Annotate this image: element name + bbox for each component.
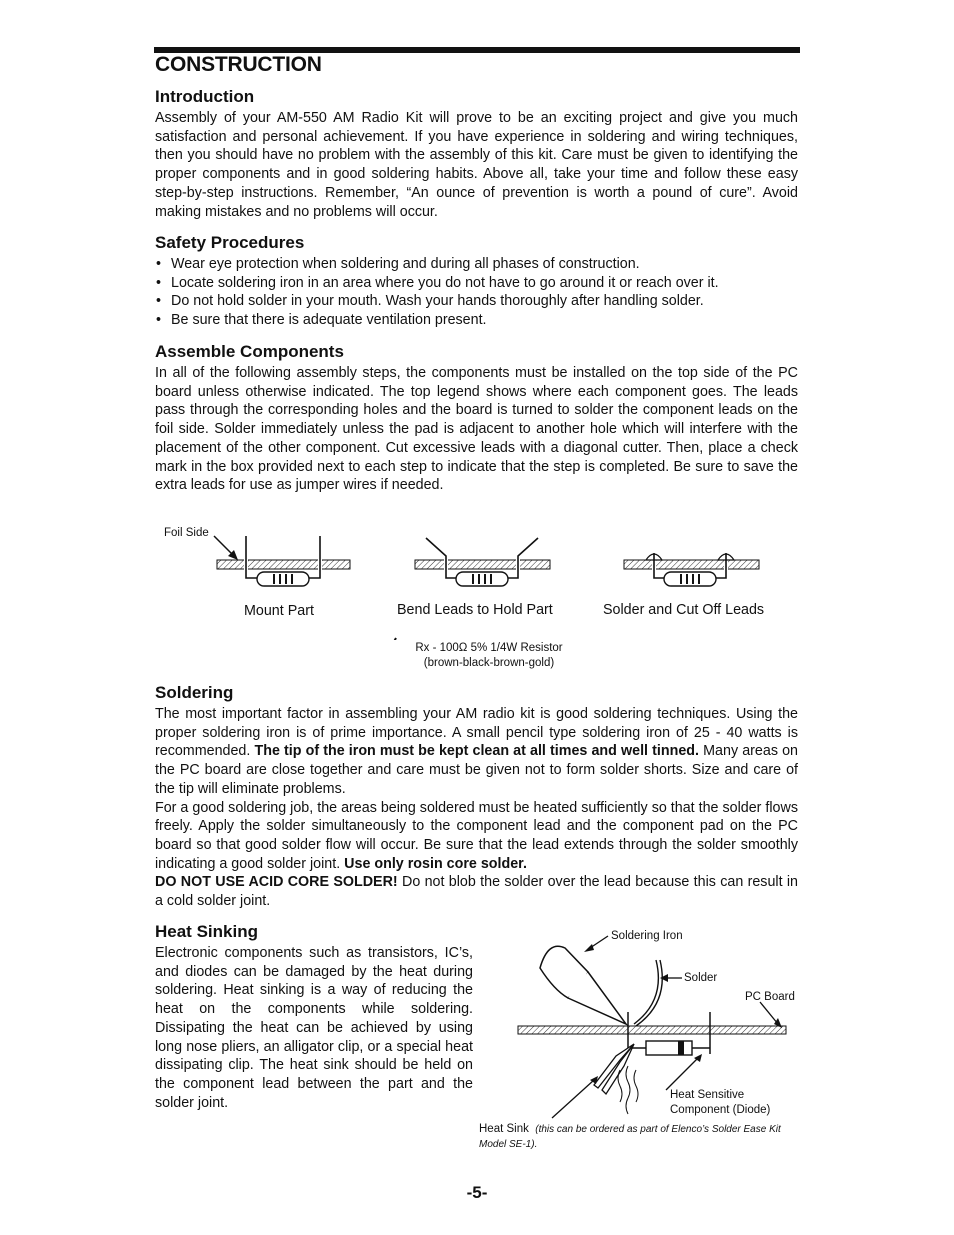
safety-item: • Wear eye protection when soldering and during all phases of construction. xyxy=(155,255,798,274)
label-component-line2: Component (Diode) xyxy=(670,1104,771,1116)
solder-cut-figure xyxy=(624,553,759,586)
soldering-p3 xyxy=(155,873,798,910)
caption-bend-leads: Bend Leads to Hold Part xyxy=(397,602,553,618)
page-title: CONSTRUCTION xyxy=(155,53,322,76)
label-solder: Solder xyxy=(684,972,718,984)
intro-heading: Introduction xyxy=(155,87,255,106)
resistor-colors: (brown-black-brown-gold) xyxy=(423,657,555,669)
soldering-section xyxy=(155,683,798,911)
safety-item: • Do not hold solder in your mouth. Wash your hands thoroughly after handling solder. xyxy=(155,292,798,311)
heat-sink-label xyxy=(479,1122,799,1152)
soldering-p1 xyxy=(155,705,798,799)
label-heat-sensitive-component xyxy=(670,1088,770,1118)
foil-side-label: Foil Side xyxy=(164,527,209,539)
soldering-p1-emphasis: The tip of the iron must be kept clean at all times and well tinned. xyxy=(254,743,700,760)
resistor-note xyxy=(402,641,576,671)
resistor-spec: Rx - 100Ω 5% 1/4W Resistor xyxy=(415,642,563,654)
bend-leads-figure xyxy=(415,538,550,586)
soldering-p2-emphasis: Use only rosin core solder. xyxy=(344,855,527,872)
soldering-iron-figure xyxy=(540,946,626,1024)
caption-mount-part: Mount Part xyxy=(244,603,314,619)
assemble-text: In all of the following assembly steps, the components must be installed on the top side of the PC board unless otherwise indicated. The top legend shows where each component goes. The leads pass through the corresponding holes and the board is turned to solder the component leads on the foil side. Solder immediately unless the pad is adjacent to another hole which will interfere with the placement of the other component. Cut excessive leads with a diagonal cutter. Then, place a check mark in the box provided next to each step to indicate that the step is completed. Be sure to save the extra leads for use as jumper wires if needed. xyxy=(155,365,798,494)
soldering-p1-text-2: Many areas on the PC board are close together and care must be given not to form solder shorts. Size and care of the tip will eliminate problems. xyxy=(155,743,798,797)
label-soldering-iron: Soldering Iron xyxy=(611,930,683,942)
safety-heading: Safety Procedures xyxy=(155,233,305,252)
heat-sinking-text: Electronic components such as transistors, IC’s, and diodes can be damaged by the heat during soldering. Heat sinking is a way of reducing the heat on the components while soldering. Dissipating the heat can be achieved by using long nose pliers, an alligator clip, or a special heat dissipating clip. The heat sink should be held on the component lead between the part and the solder joint. xyxy=(155,945,473,1111)
safety-item: • Be sure that there is adequate ventilation present. xyxy=(155,311,798,330)
caption-solder-cut: Solder and Cut Off Leads xyxy=(603,602,765,618)
label-pc-board: PC Board xyxy=(745,991,795,1003)
soldering-p2 xyxy=(155,799,798,874)
page-number: -5- xyxy=(466,1183,488,1202)
soldering-heading: Soldering xyxy=(155,683,234,702)
assemble-heading: Assemble Components xyxy=(155,342,344,361)
intro-text: Assembly of your AM-550 AM Radio Kit will prove to be an exciting project and give you much satisfaction and personal achievement. If you have experience in soldering and wiring techniques, then you should have no problem with the assembly of this kit. Care must be given to identifying the proper components and in good soldering habits. Above all, take your time and follow these easy step-by-step instructions. Remember, “An ounce of prevention is worth a pound of cure”. Avoid making mistakes and no problems will occur. xyxy=(155,110,798,220)
soldering-p3-text: Do not blob the solder over the lead because this can result in a cold solder joint. xyxy=(155,874,798,910)
mount-part-figure xyxy=(217,536,350,586)
heat-sink-note: (this can be ordered as part of Elenco’s Solder Ease Kit Model SE-1). xyxy=(479,1124,781,1150)
soldering-p1-text: The most important factor in assembling your AM radio kit is good soldering techniques. Using the proper soldering iron is of prime importance. A small pencil type soldering iron of 25 - 40 watts is recommended. xyxy=(155,706,798,760)
soldering-warning: DO NOT USE ACID CORE SOLDER! xyxy=(155,874,398,891)
diode-figure xyxy=(646,1041,692,1055)
soldering-p2-text: For a good soldering job, the areas being soldered must be heated sufficiently so that the solder flows freely. Apply the solder simultaneously to the component lead and the component pad on the PC board so that good solder flow will occur. Be sure that the lead extends through the solder smoothly indicating a good solder joint. xyxy=(155,799,798,872)
pliers-figure xyxy=(594,1044,634,1094)
label-heat-sink: Heat Sink xyxy=(479,1123,529,1135)
safety-item: • Locate soldering iron in an area where you do not have to go around it or reach over it. xyxy=(155,274,798,293)
heat-sinking-section xyxy=(155,922,473,1112)
heat-sinking-heading: Heat Sinking xyxy=(155,922,258,941)
label-component-line1: Heat Sensitive xyxy=(670,1089,745,1101)
